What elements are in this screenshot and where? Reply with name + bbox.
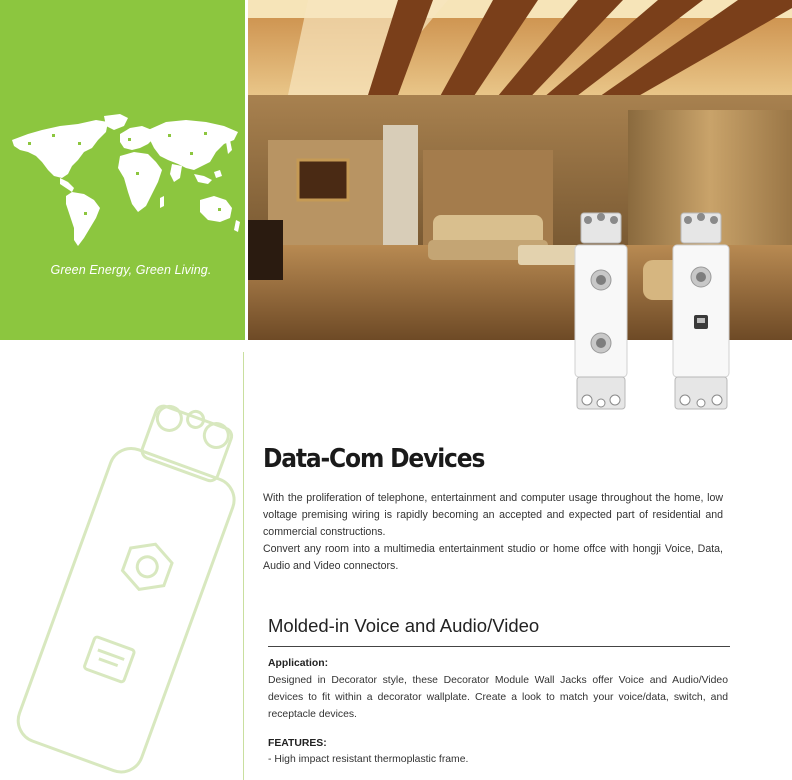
- coax-jack-icon: [591, 270, 611, 290]
- features-label: FEATURES:: [268, 738, 327, 749]
- coax-jack-icon: [691, 267, 711, 287]
- green-banner: [0, 0, 245, 340]
- application-text: Designed in Decorator style, these Decorator Module Wall Jacks offer Voice and Audio/Video devices to fit within a decorator wallplate. Create a look to match your voice/data, switch, and receptacle devices.: [268, 675, 728, 720]
- features-list: [268, 752, 468, 768]
- intro-paragraph: Convert any room into a multimedia entertainment studio or home offce with hongji Voice, Data, Audio and Video connectors.: [263, 543, 723, 572]
- feature-item: - High impact resistant thermoplastic frame.: [268, 754, 469, 765]
- coax-jack-icon: [591, 333, 611, 353]
- world-map-icon: [8, 112, 244, 248]
- heading-rule: [268, 646, 730, 647]
- application-label: Application:: [268, 658, 329, 669]
- wall-jack-devices: [565, 205, 755, 415]
- phone-jack-icon: [694, 315, 708, 329]
- intro-paragraph: With the proliferation of telephone, entertainment and computer usage throughout the home, low voltage premising wiring is rapidly becoming an accepted and expected part of residential and commercial constructions.: [263, 492, 723, 538]
- intro-text: [263, 490, 723, 575]
- page-title: Data-Com Devices: [263, 444, 485, 474]
- section-heading: Molded-in Voice and Audio/Video: [268, 615, 540, 636]
- tagline: Green Energy, Green Living.: [50, 263, 212, 277]
- device-outline-illustration: [0, 395, 245, 780]
